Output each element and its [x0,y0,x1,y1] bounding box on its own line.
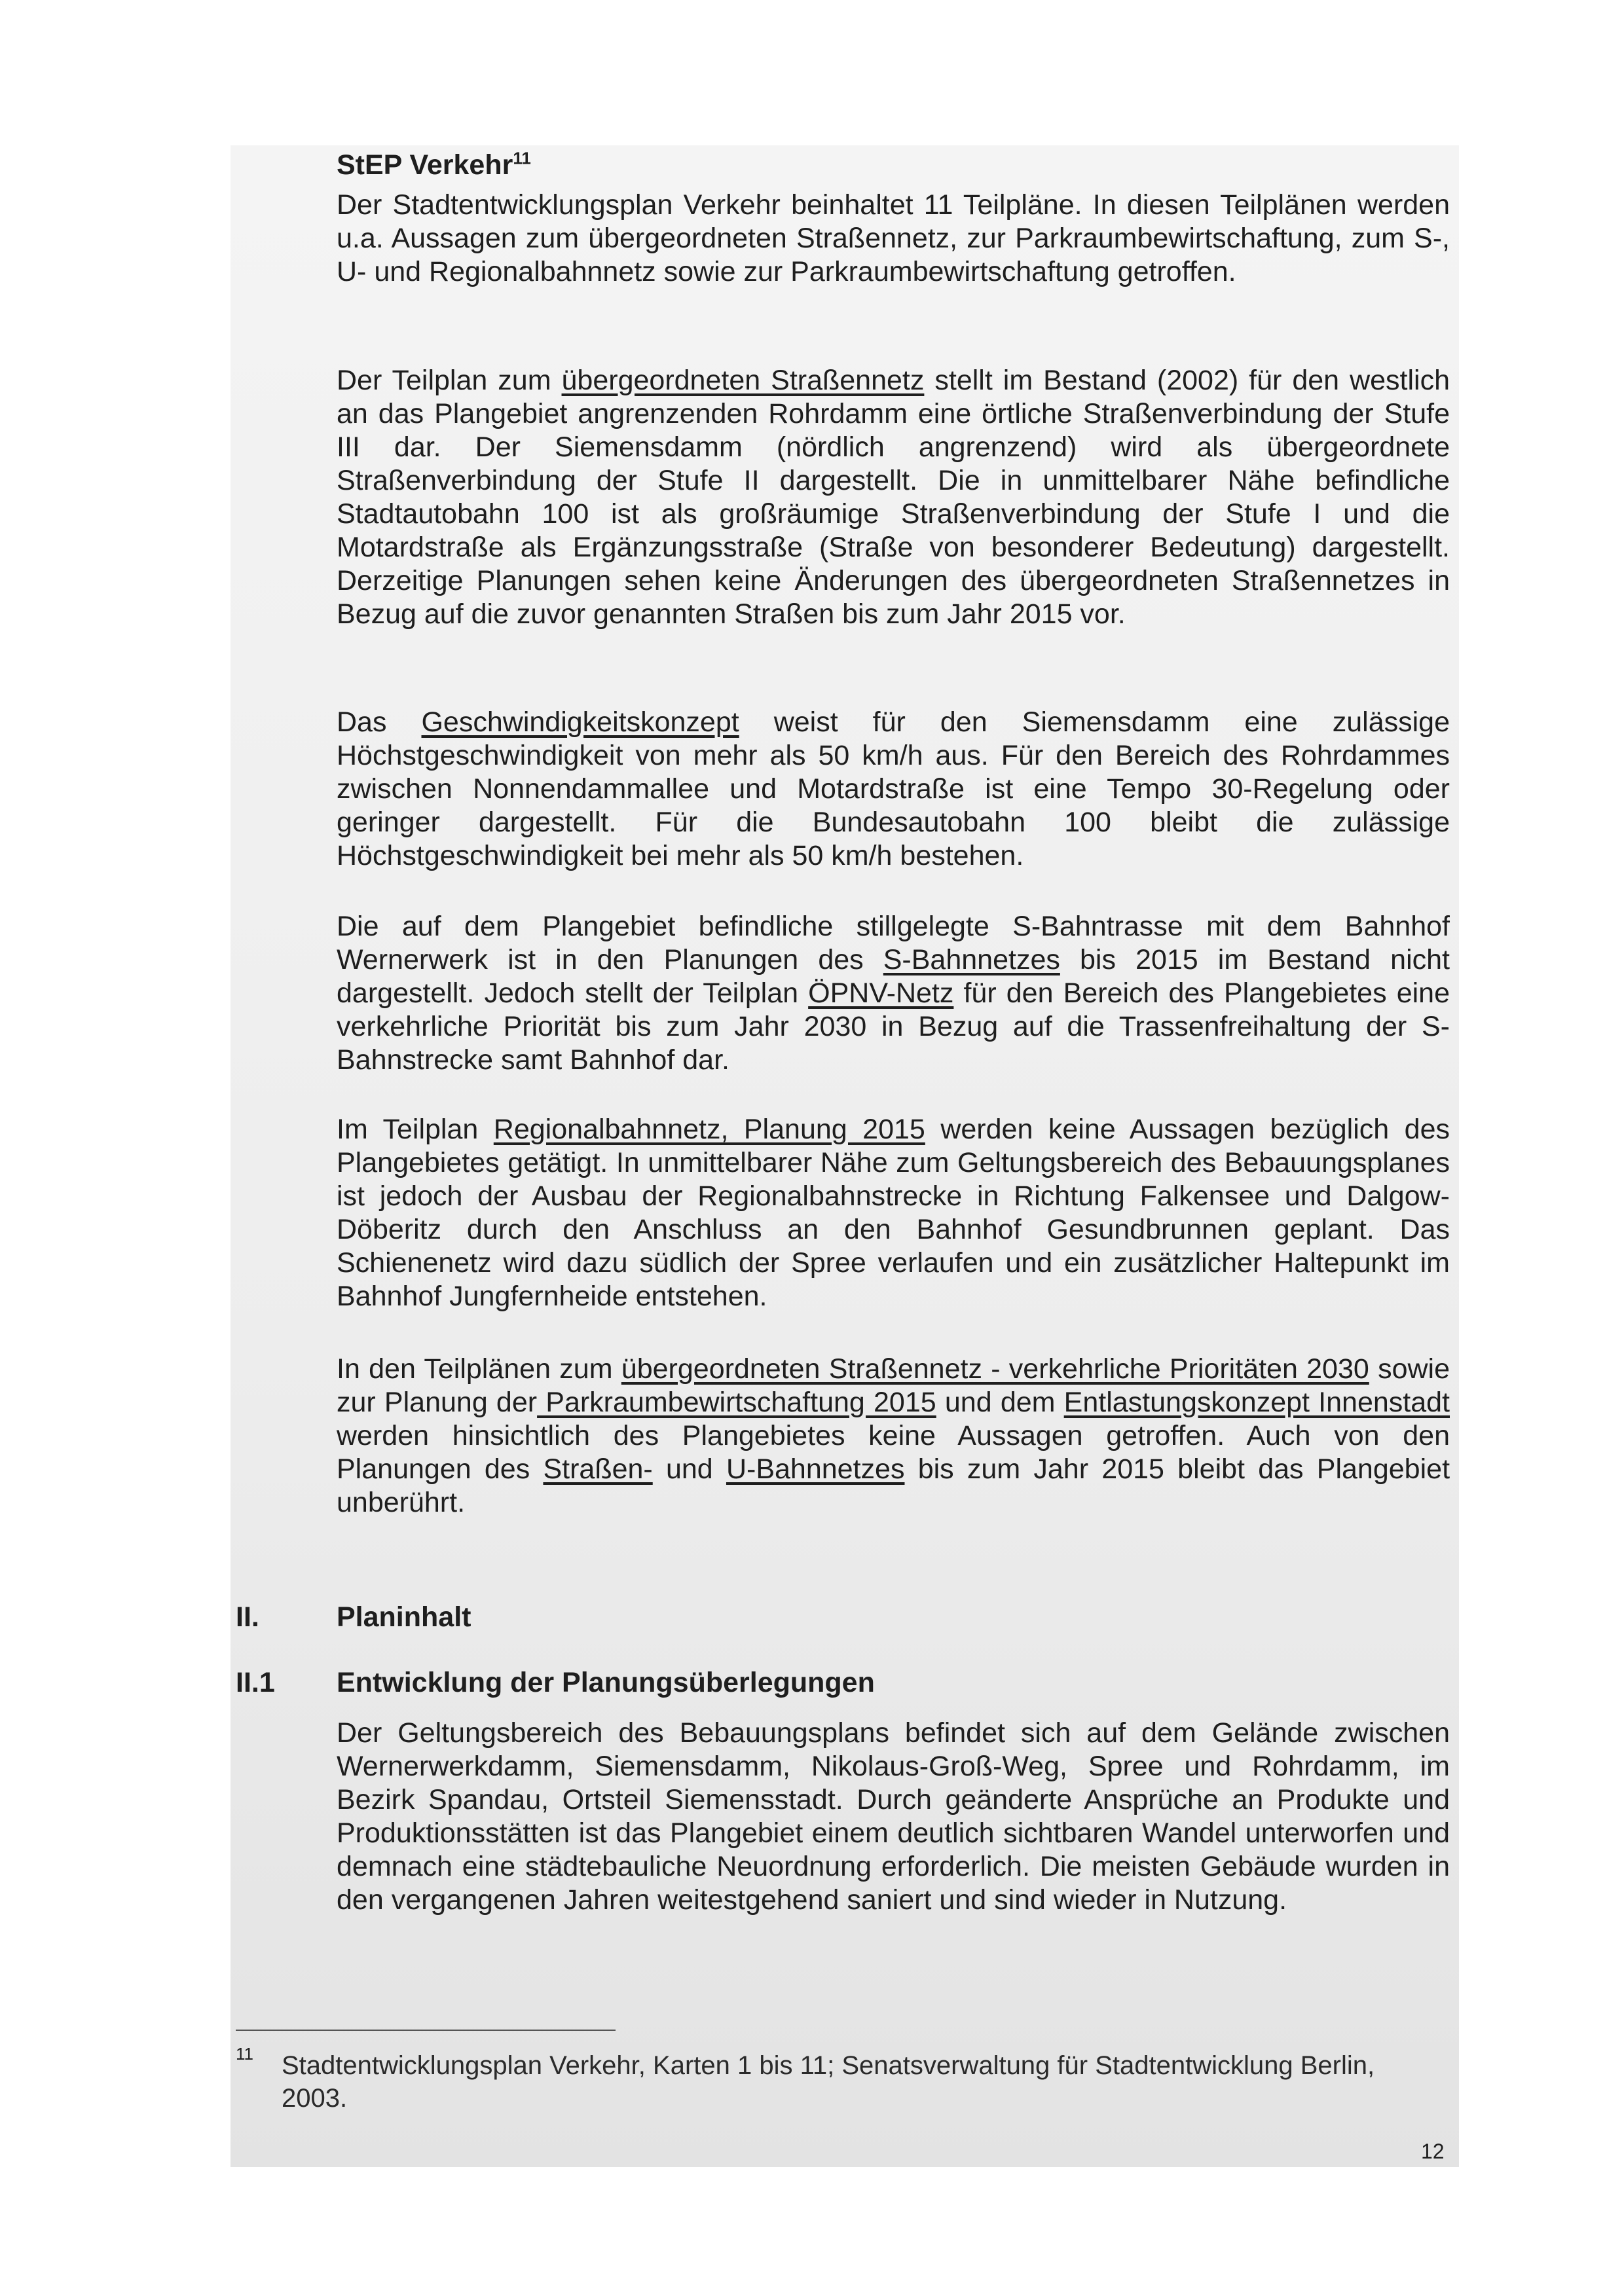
text-run: Der Teilplan zum [337,365,562,396]
text-run: Das [337,706,422,738]
section-title-planinhalt: Planinhalt [337,1601,471,1633]
link-geschwindigkeitskonzept: Geschwindigkeitskonzept [421,706,739,738]
text-run: bis 2015 im Bestand nicht dargestellt. Jedoch stellt der Teilplan [337,944,1450,1009]
text-run: werden keine Aussagen bezüglich des Plangebietes getätigt. In unmittelbarer Nähe zum Geltungsbereich des Bebauungsplanes ist jedoch der Ausbau der Regionalbahnstrecke in Richtung Falkensee und Dalgow-Döberitz durch den Anschluss an den Bahnhof Gesundbrunnen geplant. Das Schienenetz wird dazu südlich der Spree verlaufen und ein zusätzlicher Haltepunkt im Bahnhof Jungfernheide entstehen. [337,1114,1450,1312]
text-run: werden hinsichtlich des Plangebietes keine Aussagen getroffen. Auch von den Planungen des [337,1420,1450,1485]
paragraph-strassennetz [337,364,1450,631]
heading-text: StEP Verkehr [337,149,513,181]
link-strassennetz: Straßen- [543,1453,653,1485]
paragraph-regionalbahn [337,1113,1450,1313]
text-run: bis zum Jahr 2015 bleibt das Plangebiet unberührt. [337,1453,1450,1518]
paragraph-geschwindigkeitskonzept [337,706,1450,873]
text-run: stellt im Bestand (2002) für den westlich an das Plangebiet angrenzenden Rohrdamm eine örtliche Straßenverbindung der Stufe III dar. Der Siemensdamm (nördlich angrenzend) wird als übergeordnete Straßenverbindung der Stufe II dargestellt. Die in unmittelbarer Nähe befindliche Stadtautobahn 100 ist als großräumige Straßenverbindung der Stufe I und die Motardstraße als Ergänzungsstraße (Straße von besonderer Bedeutung) dargestellt. Derzeitige Planungen sehen keine Änderungen des übergeordneten Straßennetzes in Bezug auf die zuvor genannten Straßen bis zum Jahr 2015 vor. [337,365,1450,630]
text-run: für den Bereich des Plangebietes eine verkehrliche Priorität bis zum Jahr 2030 in Bezug auf die Trassenfreihaltung der S-Bahnstrecke samt Bahnhof dar. [337,977,1450,1076]
paragraph-weitere-teilplaene [337,1353,1450,1520]
text-run: In den Teilplänen zum [337,1353,621,1385]
link-u-bahnnetz: U-Bahnnetzes [726,1453,905,1485]
text-run: sowie zur Planung der [337,1353,1450,1418]
footnote-number: 11 [236,2044,253,2064]
text-run: Im Teilplan [337,1114,494,1145]
footnote-ref: 11 [513,148,531,168]
section-title-planungsueberlegungen: Entwicklung der Planungsüberlegungen [337,1667,875,1698]
link-parkraumbewirtschaftung: Parkraumbewirtschaftung 2015 [537,1387,936,1418]
paragraph-geltungsbereich: Der Geltungsbereich des Bebauungsplans befindet sich auf dem Gelände zwischen Wernerwerkdamm, Siemensdamm, Nikolaus-Groß-Weg, Spree und Rohrdamm, im Bezirk Spandau, Ortsteil Siemensstadt. Durch geänderte Ansprüche an Produkte und Produktionsstätten ist das Plangebiet einem deutlich sichtbaren Wandel unterworfen und demnach eine städtebauliche Neuordnung erforderlich. Die meisten Gebäude wurden in den vergangenen Jahren weitestgehend saniert und sind wieder in Nutzung. [337,1717,1450,1916]
link-s-bahnnetz: S-Bahnnetzes [883,944,1060,975]
link-regionalbahnnetz: Regionalbahnnetz, Planung 2015 [493,1114,925,1145]
text-run: weist für den Siemensdamm eine zulässige Höchstgeschwindigkeit von mehr als 50 km/h aus. Für den Bereich des Rohrdammes zwischen Nonnendammallee und Motardstraße ist eine Tempo 30-Regelung oder geringer dargestellt. Für die Bundesautobahn 100 bleibt die zulässige Höchstgeschwindigkeit bei mehr als 50 km/h bestehen. [337,706,1450,871]
link-oepnv-netz: ÖPNV-Netz [808,977,954,1009]
text-run: und dem [936,1387,1064,1418]
footnote-divider [236,2030,616,2031]
page-number: 12 [1421,2140,1445,2163]
link-entlastungskonzept: Entlastungskonzept Innenstadt [1063,1387,1450,1418]
section-number-ii: II. [236,1601,259,1633]
step-intro-paragraph: Der Stadtentwicklungsplan Verkehr beinhaltet 11 Teilpläne. In diesen Teilplänen werden u.a. Aussagen zum übergeordneten Straßennetz, zur Parkraumbewirtschaftung, zum S-, U- und Regionalbahnnetz sowie zur Parkraumbewirtschaftung getroffen. [337,189,1450,287]
paragraph-s-bahn [337,910,1450,1077]
text-run: und [652,1453,726,1485]
footnote-text: Stadtentwicklungsplan Verkehr, Karten 1 bis 11; Senatsverwaltung für Stadtentwicklung Berlin, 2003. [282,2051,1375,2113]
section-number-ii-1: II.1 [236,1667,275,1698]
text-run: Die auf dem Plangebiet befindliche stillgelegte S-Bahntrasse mit dem Bahnhof Wernerwerk ist in den Planungen des [337,911,1450,975]
section-heading-step-verkehr [337,149,531,181]
link-uebergeordnetes-strassennetz: übergeordneten Straßennetz [561,365,925,396]
link-verkehrliche-prioritaeten: übergeordneten Straßennetz - verkehrliche Prioritäten 2030 [621,1353,1369,1385]
